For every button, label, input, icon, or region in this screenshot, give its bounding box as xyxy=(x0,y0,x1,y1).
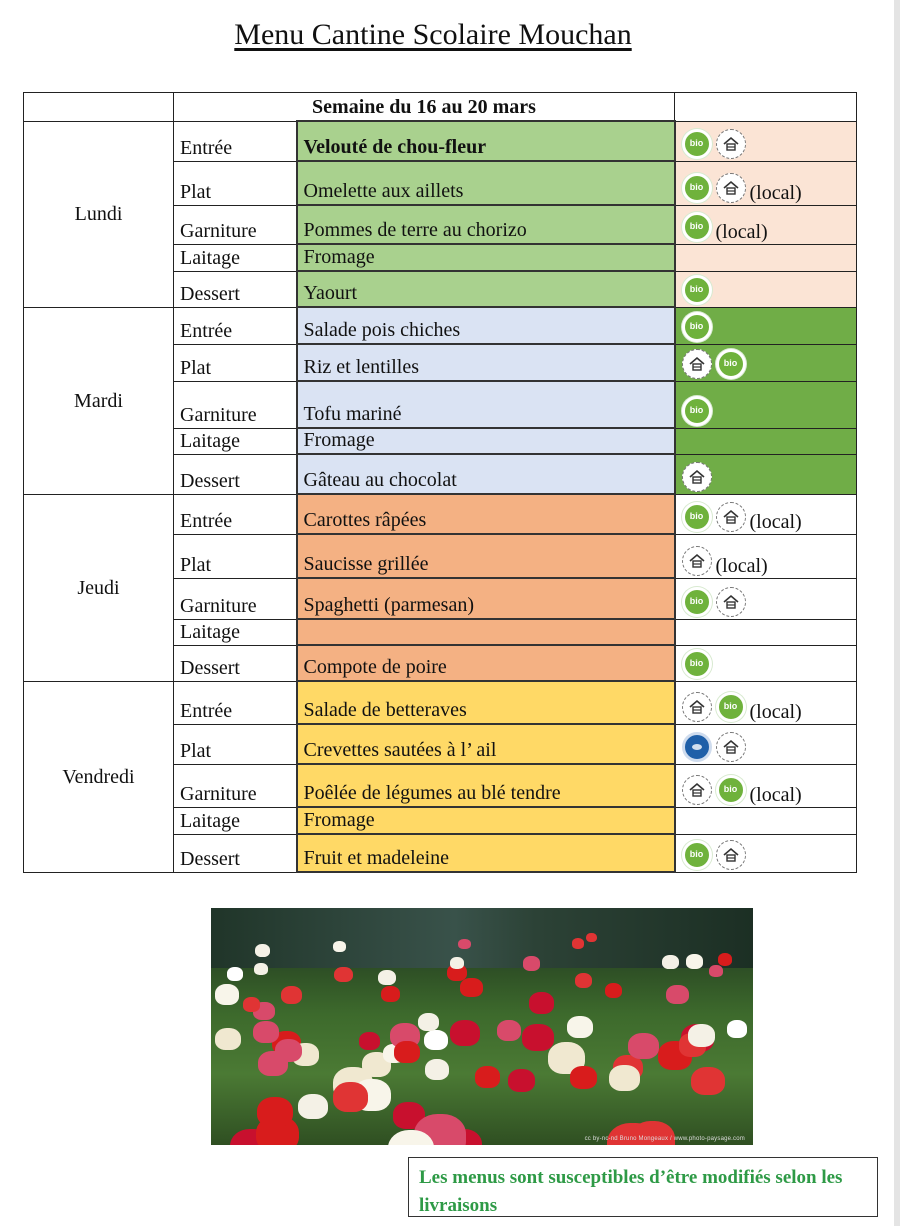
bio-logo-icon: bio xyxy=(682,502,712,532)
dish-name: Fromage xyxy=(297,244,675,271)
dish-name: Fruit et madeleine xyxy=(297,834,675,872)
dish-name: Velouté de chou-fleur xyxy=(297,121,675,161)
course-label: Garniture xyxy=(174,578,297,619)
local-tag: (local) xyxy=(749,510,802,533)
menu-row xyxy=(24,681,857,724)
dish-name: Salade pois chiches xyxy=(297,307,675,344)
quality-labels xyxy=(675,494,857,534)
dish-name: Crevettes sautées à l’ ail xyxy=(297,724,675,764)
farm-logo-icon xyxy=(716,732,746,762)
tulip xyxy=(255,944,270,957)
tulip xyxy=(575,973,593,988)
course-label: Laitage xyxy=(174,428,297,454)
dish-name xyxy=(297,619,675,645)
course-label: Entrée xyxy=(174,307,297,344)
course-label: Dessert xyxy=(174,834,297,872)
quality-labels xyxy=(675,344,857,381)
course-label: Laitage xyxy=(174,619,297,645)
dish-name: Compote de poire xyxy=(297,645,675,681)
menu-row xyxy=(24,121,857,161)
tulip xyxy=(253,1021,279,1043)
tulip xyxy=(378,970,396,985)
tulip xyxy=(523,956,540,970)
tulip xyxy=(359,1032,380,1050)
badge-group xyxy=(682,396,712,426)
course-label: Entrée xyxy=(174,494,297,534)
day-name-jeudi: Jeudi xyxy=(24,494,174,681)
dish-name: Saucisse grillée xyxy=(297,534,675,578)
tulip xyxy=(227,967,243,981)
course-label: Plat xyxy=(174,724,297,764)
tulip xyxy=(460,978,482,997)
tulip xyxy=(508,1069,535,1092)
farm-logo-icon xyxy=(682,462,712,492)
tulip xyxy=(450,957,464,969)
tulip xyxy=(586,933,597,942)
course-label: Dessert xyxy=(174,645,297,681)
local-tag: (local) xyxy=(715,220,768,243)
badge-group xyxy=(682,212,712,242)
course-label: Entrée xyxy=(174,121,297,161)
badge-group xyxy=(682,775,746,805)
tulip xyxy=(381,986,400,1002)
dish-name: Poêlée de légumes au blé tendre xyxy=(297,764,675,807)
tulip xyxy=(628,1033,659,1059)
farm-logo-icon xyxy=(716,129,746,159)
tulip xyxy=(243,997,260,1012)
tulip xyxy=(718,953,733,966)
course-label: Dessert xyxy=(174,271,297,307)
local-tag: (local) xyxy=(749,700,802,723)
badge-group xyxy=(682,349,746,379)
badge-group xyxy=(682,546,712,576)
tulip xyxy=(418,1013,439,1031)
badge-group xyxy=(682,173,746,203)
badge-group xyxy=(682,462,712,492)
tulip xyxy=(691,1067,724,1095)
course-label: Laitage xyxy=(174,807,297,834)
tulip xyxy=(298,1094,328,1119)
badge-group xyxy=(682,502,746,532)
bio-logo-icon: bio xyxy=(682,840,712,870)
tulip xyxy=(727,1020,747,1037)
course-label: Plat xyxy=(174,344,297,381)
course-label: Entrée xyxy=(174,681,297,724)
badge-group xyxy=(682,275,712,305)
blue-label-icon xyxy=(682,732,712,762)
bio-logo-icon: bio xyxy=(682,312,712,342)
bio-logo-icon: bio xyxy=(682,275,712,305)
tulip xyxy=(570,1066,597,1089)
course-label: Plat xyxy=(174,161,297,205)
bio-logo-icon: bio xyxy=(682,587,712,617)
tulip xyxy=(497,1020,521,1041)
quality-labels xyxy=(675,534,857,578)
page-edge xyxy=(894,0,900,1226)
quality-labels xyxy=(675,381,857,428)
bio-logo-icon: bio xyxy=(716,775,746,805)
header-empty-day xyxy=(24,93,174,122)
page-title: Menu Cantine Scolaire Mouchan xyxy=(234,18,632,51)
day-name-mardi: Mardi xyxy=(24,307,174,494)
notice-box: Les menus sont susceptibles d’être modifiés selon les livraisons xyxy=(408,1157,878,1217)
local-tag: (local) xyxy=(749,783,802,806)
tulip xyxy=(281,986,302,1004)
local-tag: (local) xyxy=(715,554,768,577)
badge-group xyxy=(682,840,746,870)
badge-group xyxy=(682,732,746,762)
tulip xyxy=(572,938,584,949)
day-name-lundi: Lundi xyxy=(24,121,174,307)
tulip xyxy=(334,967,352,983)
farm-logo-icon xyxy=(682,692,712,722)
tulip xyxy=(475,1066,500,1087)
farm-logo-icon xyxy=(716,587,746,617)
quality-labels xyxy=(675,161,857,205)
tulip xyxy=(254,963,268,975)
quality-labels xyxy=(675,307,857,344)
quality-labels xyxy=(675,121,857,161)
dish-name: Fromage xyxy=(297,428,675,454)
dish-name: Gâteau au chocolat xyxy=(297,454,675,494)
badge-group xyxy=(682,587,746,617)
tulip xyxy=(662,955,679,969)
course-label: Garniture xyxy=(174,205,297,244)
course-label: Laitage xyxy=(174,244,297,271)
tulip xyxy=(605,983,623,998)
course-label: Plat xyxy=(174,534,297,578)
bio-logo-icon: bio xyxy=(682,212,712,242)
dish-name: Riz et lentilles xyxy=(297,344,675,381)
farm-logo-icon xyxy=(682,349,712,379)
tulip xyxy=(424,1030,448,1050)
menu-row xyxy=(24,307,857,344)
day-name-vendredi: Vendredi xyxy=(24,681,174,872)
dish-name: Yaourt xyxy=(297,271,675,307)
quality-labels xyxy=(675,454,857,494)
bio-logo-icon: bio xyxy=(682,396,712,426)
badge-group xyxy=(682,129,746,159)
tulip xyxy=(450,1020,480,1046)
week-label: Semaine du 16 au 20 mars xyxy=(174,93,675,122)
quality-labels xyxy=(675,834,857,872)
tulip xyxy=(688,1024,715,1047)
header-empty-labels xyxy=(675,93,857,122)
tulip-photo xyxy=(211,908,753,1145)
dish-name: Tofu mariné xyxy=(297,381,675,428)
tulip xyxy=(333,1082,369,1112)
quality-labels xyxy=(675,645,857,681)
dish-name: Fromage xyxy=(297,807,675,834)
farm-logo-icon xyxy=(716,502,746,532)
tulip xyxy=(275,1039,303,1063)
dish-name: Carottes râpées xyxy=(297,494,675,534)
quality-labels xyxy=(675,764,857,807)
badge-group xyxy=(682,312,712,342)
farm-logo-icon xyxy=(682,546,712,576)
quality-labels xyxy=(675,428,857,454)
bio-logo-icon: bio xyxy=(716,349,746,379)
badge-group xyxy=(682,692,746,722)
tulip xyxy=(458,939,470,950)
bio-logo-icon: bio xyxy=(682,129,712,159)
quality-labels xyxy=(675,681,857,724)
quality-labels xyxy=(675,244,857,271)
quality-labels xyxy=(675,619,857,645)
tulip xyxy=(425,1059,450,1080)
tulip xyxy=(567,1016,593,1038)
course-label: Garniture xyxy=(174,381,297,428)
tulip xyxy=(394,1041,420,1063)
dish-name: Salade de betteraves xyxy=(297,681,675,724)
bio-logo-icon: bio xyxy=(682,649,712,679)
tulip xyxy=(215,984,239,1005)
menu-row xyxy=(24,494,857,534)
quality-labels xyxy=(675,205,857,244)
tulip xyxy=(666,985,689,1004)
tulip xyxy=(686,954,703,968)
farm-logo-icon xyxy=(716,173,746,203)
course-label: Dessert xyxy=(174,454,297,494)
badge-group xyxy=(682,649,712,679)
tulip xyxy=(529,992,555,1014)
quality-labels xyxy=(675,807,857,834)
photo-caption: cc by-nc-nd Bruno Mongeaux / www.photo-paysage.com xyxy=(584,1136,745,1142)
tulip xyxy=(333,941,346,952)
tulip xyxy=(609,1065,640,1091)
quality-labels xyxy=(675,578,857,619)
tulip xyxy=(522,1024,554,1051)
tulip xyxy=(709,965,723,977)
dish-name: Pommes de terre au chorizo xyxy=(297,205,675,244)
header-row xyxy=(24,93,857,122)
local-tag: (local) xyxy=(749,181,802,204)
menu-table xyxy=(23,92,857,873)
tulip xyxy=(257,1097,293,1128)
course-label: Garniture xyxy=(174,764,297,807)
quality-labels xyxy=(675,271,857,307)
farm-logo-icon xyxy=(716,840,746,870)
bio-logo-icon: bio xyxy=(716,692,746,722)
tulip xyxy=(215,1028,241,1050)
quality-labels xyxy=(675,724,857,764)
bio-logo-icon: bio xyxy=(682,173,712,203)
dish-name: Omelette aux aillets xyxy=(297,161,675,205)
farm-logo-icon xyxy=(682,775,712,805)
dish-name: Spaghetti (parmesan) xyxy=(297,578,675,619)
